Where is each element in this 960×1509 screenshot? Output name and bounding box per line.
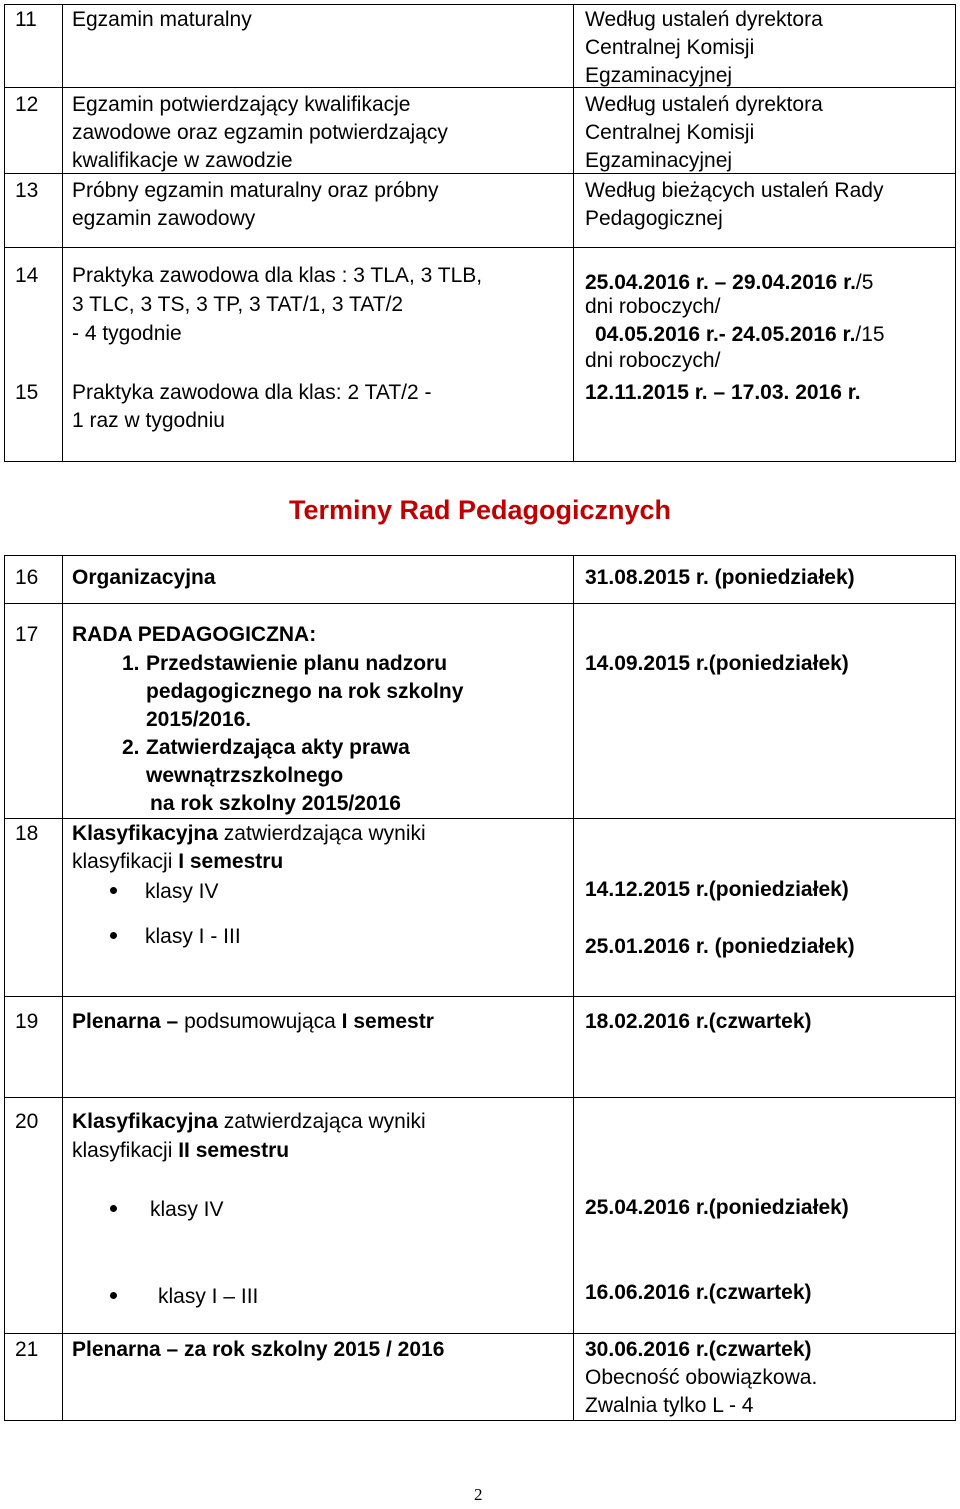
row-number: 17: [15, 623, 39, 646]
date-range: 04.05.2016 r.- 24.05.2016 r.: [595, 323, 856, 346]
list-item: Przedstawienie planu nadzoru: [146, 652, 448, 675]
row-number: 18: [15, 822, 39, 845]
bullet-icon: [110, 887, 117, 894]
event-normal: podsumowująca: [178, 1010, 342, 1033]
row-number: 15: [15, 381, 39, 404]
event-text: Egzamin potwierdzający kwalifikacje: [72, 93, 411, 116]
date-text: 25.01.2016 r. (poniedziałek): [585, 935, 855, 958]
date-text: Według ustaleń dyrektora: [585, 93, 823, 116]
note-text: Zwalnia tylko L - 4: [585, 1394, 754, 1417]
note-text: Obecność obowiązkowa.: [585, 1366, 818, 1389]
date-suffix: /15: [855, 323, 885, 346]
event-text: zawodowe oraz egzamin potwierdzający: [72, 121, 448, 144]
event-bold: Klasyfikacyjna: [72, 1110, 218, 1133]
date-text: Pedagogicznej: [585, 207, 723, 230]
event-text: [72, 847, 283, 876]
event-bold: Plenarna –: [72, 1010, 179, 1033]
row-number: 20: [15, 1110, 39, 1133]
date-text: Egzaminacyjnej: [585, 64, 733, 87]
row-number: 13: [15, 179, 39, 202]
date-text: Egzaminacyjnej: [585, 149, 733, 172]
date-range: 25.04.2016 r. – 29.04.2016 r.: [585, 271, 856, 294]
page-number: 2: [474, 1485, 483, 1504]
date-text: 18.02.2016 r.(czwartek): [585, 1010, 812, 1033]
date-text: Według bieżących ustaleń Rady: [585, 179, 884, 202]
event-text: egzamin zawodowy: [72, 207, 256, 230]
date-suffix: /5: [855, 271, 874, 294]
event-text: [72, 1007, 434, 1036]
event-text: [72, 1107, 426, 1136]
row-number: 16: [15, 566, 39, 589]
list-item: wewnątrzszkolnego: [146, 764, 344, 787]
event-text: Praktyka zawodowa dla klas: 2 TAT/2 -: [72, 381, 432, 404]
event-text: kwalifikacje w zawodzie: [72, 149, 293, 172]
row-number: 12: [15, 93, 39, 116]
bullet-icon: [110, 1292, 117, 1299]
date-text: dni roboczych/: [585, 295, 721, 318]
event-text: Plenarna – za rok szkolny 2015 / 2016: [72, 1338, 445, 1361]
date-text: Centralnej Komisji: [585, 36, 755, 59]
event-normal: zatwierdzająca wyniki: [217, 1110, 426, 1133]
event-text: 3 TLC, 3 TS, 3 TP, 3 TAT/1, 3 TAT/2: [72, 293, 404, 316]
list-item: na rok szkolny 2015/2016: [150, 792, 401, 815]
row-number: 11: [15, 8, 37, 31]
event-bold: II semestru: [178, 1139, 290, 1162]
list-number: 1.: [122, 652, 140, 675]
event-text: - 4 tygodnie: [72, 322, 182, 345]
event-normal: klasyfikacji: [72, 850, 179, 873]
event-text: [72, 1136, 289, 1165]
list-item: 2015/2016.: [146, 708, 252, 731]
date-text: Centralnej Komisji: [585, 121, 755, 144]
date-text: Według ustaleń dyrektora: [585, 8, 823, 31]
list-item: pedagogicznego na rok szkolny: [146, 680, 464, 703]
event-bold: I semestr: [341, 1010, 434, 1033]
event-normal: zatwierdzająca wyniki: [217, 822, 426, 845]
bullet-item: klasy I - III: [145, 925, 241, 948]
row-number: 19: [15, 1010, 39, 1033]
event-text: Próbny egzamin maturalny oraz próbny: [72, 179, 439, 202]
date-text: 14.09.2015 r.(poniedziałek): [585, 652, 849, 675]
date-text: 14.12.2015 r.(poniedziałek): [585, 878, 849, 901]
list-item: Zatwierdzająca akty prawa: [146, 736, 410, 759]
bullet-item: klasy I – III: [158, 1285, 259, 1308]
event-text: Organizacyjna: [72, 566, 216, 589]
date-text: [595, 320, 885, 349]
event-bold: Klasyfikacyjna: [72, 822, 218, 845]
section-title: Terminy Rad Pedagogicznych: [288, 495, 672, 525]
date-text: 16.06.2016 r.(czwartek): [585, 1281, 812, 1304]
bullet-icon: [110, 932, 117, 939]
date-text: 31.08.2015 r. (poniedziałek): [585, 566, 855, 589]
bullet-icon: [110, 1205, 117, 1212]
date-text: 25.04.2016 r.(poniedziałek): [585, 1196, 849, 1219]
row-number: 14: [15, 264, 39, 287]
date-text: dni roboczych/: [585, 349, 721, 372]
list-number: 2.: [122, 736, 140, 759]
event-text: Egzamin maturalny: [72, 8, 252, 31]
event-text: 1 raz w tygodniu: [72, 409, 225, 432]
event-normal: klasyfikacji: [72, 1139, 179, 1162]
row-number: 21: [15, 1338, 39, 1361]
bullet-item: klasy IV: [145, 880, 219, 903]
event-text: Praktyka zawodowa dla klas : 3 TLA, 3 TLB,: [72, 264, 483, 287]
event-bold: I semestru: [178, 850, 284, 873]
bullet-item: klasy IV: [150, 1198, 224, 1221]
date-text: 30.06.2016 r.(czwartek): [585, 1338, 812, 1361]
event-heading: RADA PEDAGOGICZNA:: [72, 623, 317, 646]
event-text: [72, 819, 426, 848]
date-text: 12.11.2015 r. – 17.03. 2016 r.: [585, 381, 861, 404]
